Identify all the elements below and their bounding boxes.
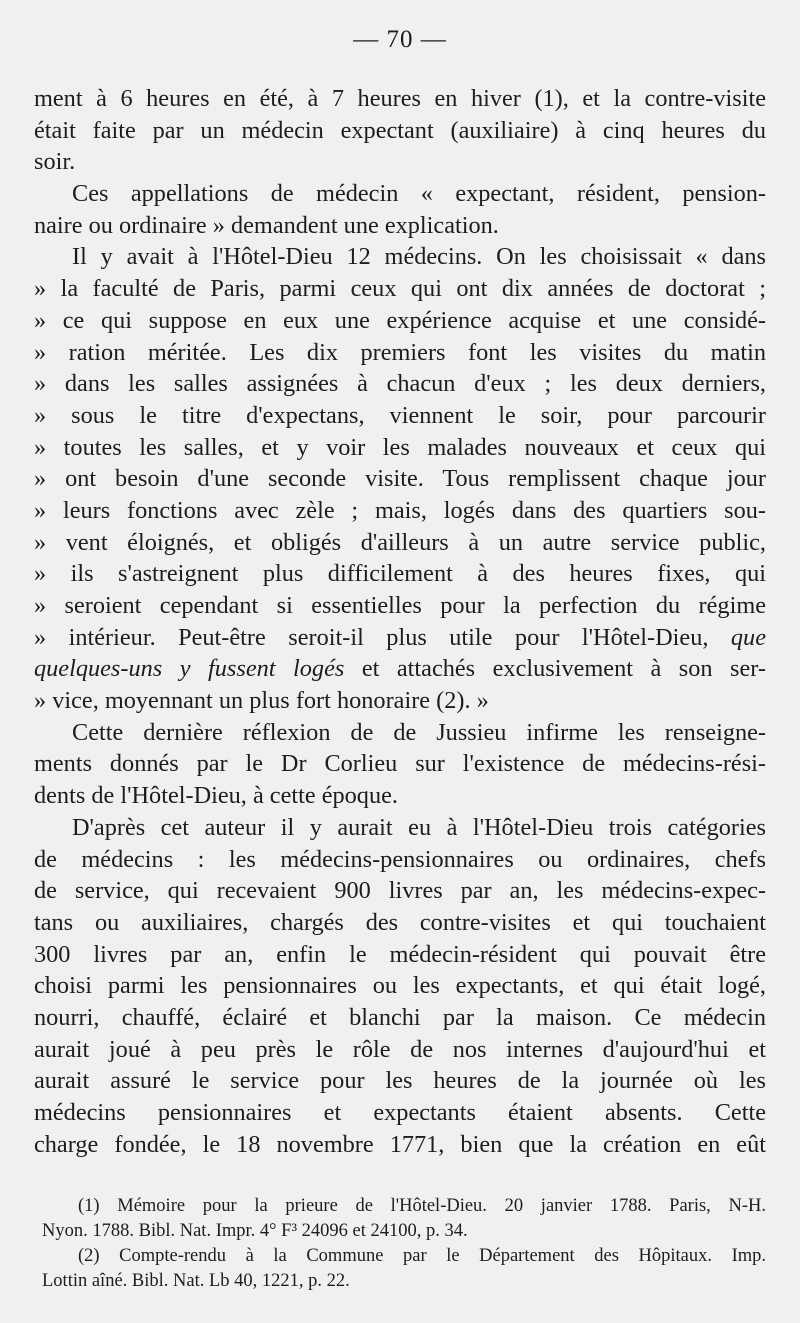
footnote-line: Lottin aîné. Bibl. Nat. Lb 40, 1221, p. 22.	[42, 1271, 350, 1291]
text-line: ments donnés par le Dr Corlieu sur l'existence de médecins-rési-	[34, 750, 766, 778]
quote-text: » intérieur. Peut-être seroit-il plus utile pour l'Hôtel-Dieu,	[34, 623, 709, 651]
text-line: était faite par un médecin expectant (auxiliaire) à cinq heures du	[34, 116, 766, 144]
quote-line: » ce qui suppose en eux une expérience acquise et une considé-	[34, 306, 766, 334]
text-line: Il y avait à l'Hôtel-Dieu 12 médecins. On les choisissait « dans	[72, 243, 766, 271]
text-line: dents de l'Hôtel-Dieu, à cette époque.	[34, 782, 398, 810]
quote-line: » dans les salles assignées à chacun d'eux ; les deux derniers,	[34, 370, 766, 398]
text-line: 300 livres par an, enfin le médecin-résident qui pouvait être	[34, 940, 766, 968]
text-line: de service, qui recevaient 900 livres par an, les médecins-expec-	[34, 877, 766, 905]
text-line: choisi parmi les pensionnaires ou les expectants, et qui était logé,	[34, 972, 766, 1000]
quote-line: » ils s'astreignent plus difficilement à des heures fixes, qui	[34, 560, 766, 588]
text-line: soir.	[34, 148, 76, 176]
quote-line: » seroient cependant si essentielles pour la perfection du régime	[34, 592, 766, 619]
body-text	[34, 83, 766, 1160]
quote-line: » vice, moyennant un plus fort honoraire (2). »	[34, 687, 489, 715]
quote-line: » leurs fonctions avec zèle ; mais, logés dans des quartiers sou-	[34, 496, 766, 524]
text-line: de médecins : les médecins-pensionnaires ou ordinaires, chefs	[34, 845, 766, 873]
quote-line	[34, 622, 766, 654]
quote-line: » ration méritée. Les dix premiers font les visites du matin	[34, 338, 766, 366]
quote-line: » ont besoin d'une seconde visite. Tous remplissent chaque jour	[34, 465, 766, 493]
quote-line: » vent éloignés, et obligés d'ailleurs à un autre service public,	[34, 528, 766, 556]
footnote-line: (1) Mémoire pour la prieure de l'Hôtel-Dieu. 20 janvier 1788. Paris, N-H.	[78, 1196, 766, 1216]
footnotes	[42, 1194, 766, 1294]
italic-text: que	[730, 623, 766, 651]
italic-text: quelques-uns y fussent logés	[34, 655, 345, 683]
page-number: — 70 —	[353, 26, 447, 53]
text-line: tans ou auxiliaires, chargés des contre-visites et qui touchaient	[34, 908, 766, 936]
text-line: D'après cet auteur il y aurait eu à l'Hôtel-Dieu trois catégories	[72, 813, 766, 841]
quote-line: » sous le titre d'expectans, viennent le soir, pour parcourir	[34, 401, 766, 429]
footnote-line: (2) Compte-rendu à la Commune par le Département des Hôpitaux. Imp.	[78, 1246, 766, 1266]
quote-line	[34, 653, 766, 685]
text-line: ment à 6 heures en été, à 7 heures en hiver (1), et la contre-visite	[34, 85, 766, 112]
text-line: aurait joué à peu près le rôle de nos internes d'aujourd'hui et	[34, 1035, 766, 1063]
quote-text: et attachés exclusivement à son ser-	[361, 655, 766, 683]
quote-line: » la faculté de Paris, parmi ceux qui ont dix années de doctorat ;	[34, 275, 766, 303]
footnote-line: Nyon. 1788. Bibl. Nat. Impr. 4° F³ 24096 et 24100, p. 34.	[42, 1221, 468, 1241]
text-line: médecins pensionnaires et expectants étaient absents. Cette	[34, 1099, 766, 1126]
text-line: Ces appellations de médecin « expectant, résident, pension-	[72, 180, 766, 208]
text-line: aurait assuré le service pour les heures de la journée où les	[34, 1067, 766, 1095]
quote-line: » toutes les salles, et y voir les malades nouveaux et ceux qui	[34, 433, 766, 461]
text-line: Cette dernière réflexion de de Jussieu infirme les renseigne-	[72, 718, 766, 746]
text-line: naire ou ordinaire » demandent une explication.	[34, 211, 499, 239]
text-line: charge fondée, le 18 novembre 1771, bien que la création en eût	[34, 1130, 766, 1158]
text-line: nourri, chauffé, éclairé et blanchi par la maison. Ce médecin	[34, 1003, 766, 1031]
